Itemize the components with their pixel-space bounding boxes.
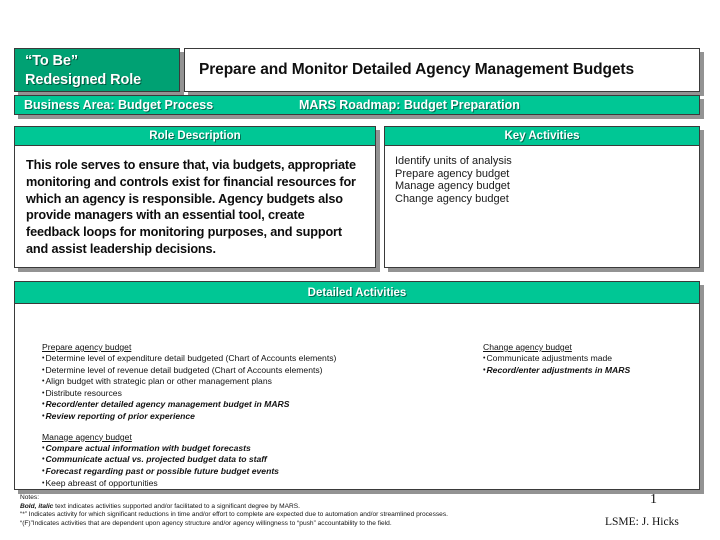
activity-item: • Determine level of revenue detail budgeted (Chart of Accounts elements): [42, 365, 372, 377]
activity-group: [42, 432, 372, 489]
activity-item: • Distribute resources: [42, 388, 372, 400]
to-be-redesigned-role-badge: [14, 48, 180, 92]
activity-item: • Forecast regarding past or possible future budget events: [42, 466, 372, 478]
activity-group-title: Change agency budget: [483, 342, 572, 352]
list-item: Manage agency budget: [395, 180, 510, 193]
business-area-strip: [14, 95, 700, 115]
key-activities-list: [385, 146, 699, 206]
activity-item: • Record/enter adjustments in MARS: [483, 365, 720, 377]
list-item: Prepare agency budget: [395, 167, 510, 180]
activity-group: [483, 342, 720, 376]
mars-roadmap-label: MARS Roadmap: Budget Preparation: [299, 98, 520, 112]
list-item: Identify units of analysis: [395, 155, 512, 167]
activity-group-title: Prepare agency budget: [42, 342, 132, 352]
slide-title-box: [184, 48, 700, 92]
page-number: 1: [650, 492, 657, 507]
role-description-header-label: Role Description: [149, 130, 241, 142]
activity-group: [42, 342, 372, 423]
lsme-credit: LSME: J. Hicks: [605, 516, 679, 528]
footer-notes: [20, 494, 580, 528]
activity-item: • Determine level of expenditure detail budgeted (Chart of Accounts elements): [42, 353, 372, 365]
role-badge-line-2: Redesigned Role: [25, 72, 142, 88]
notes-bold-italic-rest: text indicates activities supported and/or facilitated to a significant degree by MARS.: [53, 502, 301, 510]
key-activities-panel: [384, 126, 700, 268]
activity-item: • Keep abreast of opportunities: [42, 478, 372, 490]
notes-line-bold-italic: [20, 503, 580, 512]
detailed-activities-header-label: Detailed Activities: [307, 286, 407, 299]
notes-label: Notes:: [20, 494, 40, 501]
activity-item: • Compare actual information with budget forecasts: [42, 443, 372, 455]
activity-item: • Communicate adjustments made: [483, 353, 720, 365]
detailed-activities-left-column: [42, 342, 372, 498]
key-activities-header: [385, 127, 699, 146]
notes-line-field: “(F)”Indicates activities that are dependent upon agency structure and/or agency willingness to “push” accountability to the field.: [20, 519, 392, 527]
detailed-activities-right-column: [483, 342, 720, 385]
detailed-activities-header: [15, 282, 699, 304]
page-title: Prepare and Monitor Detailed Agency Management Budgets: [199, 61, 634, 78]
role-badge-line-1: “To Be”: [25, 53, 79, 69]
list-item: Change agency budget: [395, 193, 509, 206]
detailed-activities-panel: [14, 281, 700, 490]
key-activities-header-label: Key Activities: [504, 130, 580, 142]
role-description-text: This role serves to ensure that, via budgets, appropriate monitoring and controls exist for financial resources for which an agency is responsible. Agency budgets also provide managers with an essential tool, create feedback loops for monitoring purposes, and support and assist leadership decisions.: [26, 158, 356, 256]
activity-item: • Align budget with strategic plan or other management plans: [42, 376, 372, 388]
role-description-header: [15, 127, 375, 146]
notes-line-asterisk: “*” Indicates activity for which significant reductions in time and/or effort to complete are expected due to automation and/or streamlined processes.: [20, 511, 448, 519]
notes-bold-italic-term: Bold, italic: [20, 502, 54, 510]
activity-group-title: Manage agency budget: [42, 431, 132, 442]
activity-item: • Review reporting of prior experience: [42, 411, 372, 423]
role-description-panel: [14, 126, 376, 268]
business-area-label: Business Area: Budget Process: [24, 98, 214, 112]
detailed-activities-body: [15, 304, 699, 490]
activity-item: • Communicate actual vs. projected budget data to staff: [42, 454, 372, 466]
activity-item: • Record/enter detailed agency management budget in MARS: [42, 399, 372, 411]
